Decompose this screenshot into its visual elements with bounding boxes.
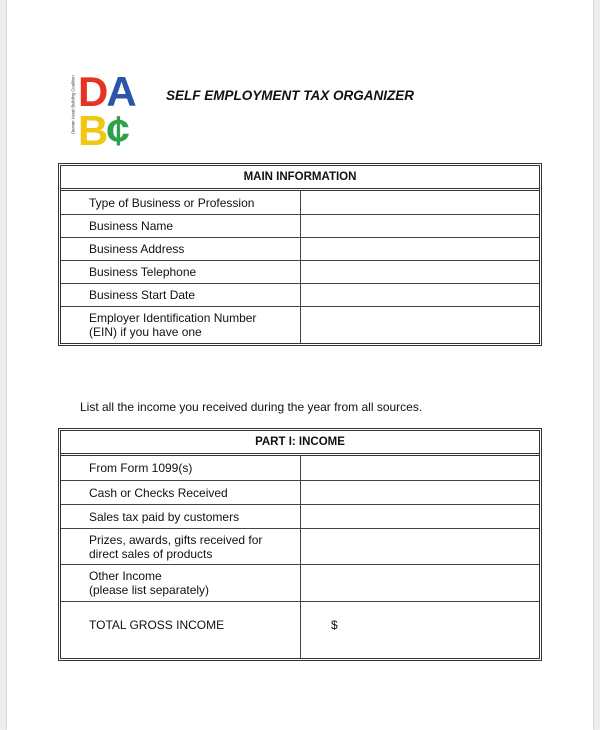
other-income-field[interactable] [300, 564, 539, 601]
row-label: Sales tax paid by customers [61, 504, 300, 528]
logo-letter-cent: ¢ [106, 107, 128, 154]
logo-letter-d: D [78, 68, 107, 115]
row-label: Type of Business or Profession [89, 195, 255, 210]
logo-letter-b: B [78, 107, 107, 154]
prizes-awards-field[interactable] [300, 528, 539, 564]
row-label: From Form 1099(s) [89, 461, 193, 475]
table-row [61, 237, 539, 260]
logo-side-text: Denver Asset Building Coalition [70, 75, 76, 134]
table-row [61, 504, 539, 528]
main-information-table [58, 163, 542, 346]
total-gross-income-field[interactable]: $ [300, 601, 539, 658]
income-instruction: List all the income you received during the year from all sources. [80, 400, 423, 414]
dabc-logo [68, 68, 152, 154]
ein-field[interactable] [300, 306, 539, 343]
table-row [61, 214, 539, 237]
business-start-date-field[interactable] [300, 283, 539, 306]
table-row [61, 480, 539, 504]
logo-letters-bottom [78, 107, 128, 154]
business-name-field[interactable] [300, 214, 539, 237]
table-row [61, 306, 539, 343]
row-label: Business Name [61, 214, 300, 237]
table-row [61, 528, 539, 564]
business-type-field[interactable] [300, 191, 539, 214]
row-label: Employer Identification Number (EIN) if you have one [61, 306, 300, 343]
table-row [61, 283, 539, 306]
main-information-heading: MAIN INFORMATION [61, 166, 539, 191]
logo-letter-a: A [106, 68, 135, 115]
row-label: Prizes, awards, gifts received for direct sales of products [61, 528, 300, 564]
document-title: SELF EMPLOYMENT TAX ORGANIZER [166, 88, 415, 103]
sales-tax-field[interactable] [300, 504, 539, 528]
form-1099-field[interactable] [300, 456, 539, 480]
table-row [61, 260, 539, 283]
row-label: Business Telephone [61, 260, 300, 283]
income-heading: PART I: INCOME [61, 431, 539, 456]
cash-checks-field[interactable] [300, 480, 539, 504]
row-label: TOTAL GROSS INCOME [61, 601, 300, 658]
table-row [61, 564, 539, 601]
table-row [61, 601, 539, 658]
table-row [61, 456, 539, 480]
business-telephone-field[interactable] [300, 260, 539, 283]
row-label: Cash or Checks Received [61, 480, 300, 504]
business-address-field[interactable] [300, 237, 539, 260]
row-label: Business Start Date [61, 283, 300, 306]
row-label: Other Income (please list separately) [61, 564, 300, 601]
table-row [61, 191, 539, 214]
income-table [58, 428, 542, 661]
row-label: Business Address [61, 237, 300, 260]
